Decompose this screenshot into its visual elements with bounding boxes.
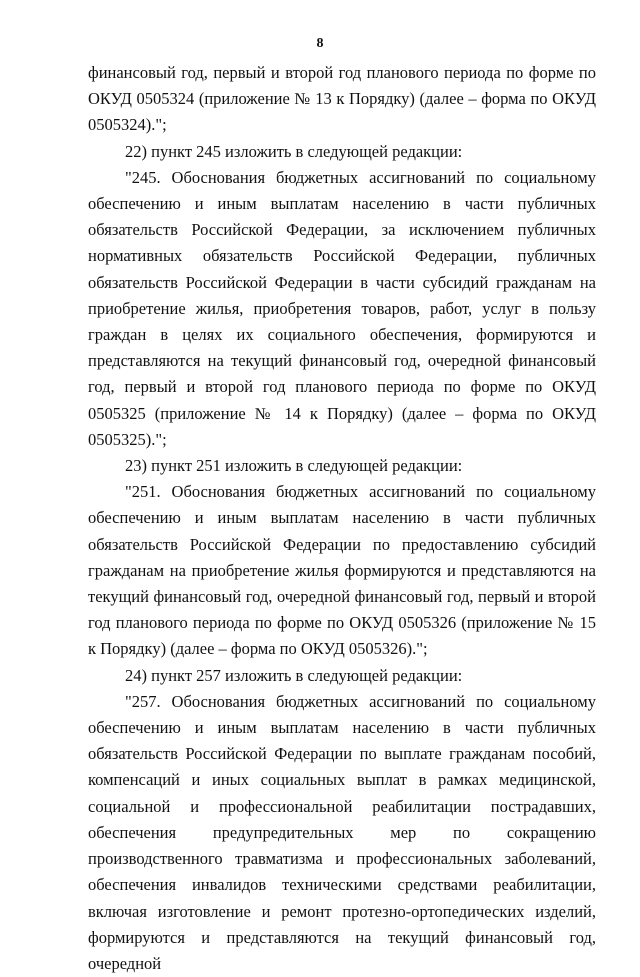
paragraph-point-245: "245. Обоснования бюджетных ассигнований по социальному обеспечению и иным выплатам населению в части публичных обязательств Российской Федерации, за исключением публичных нормативных обязательств Российской Федерации, публичных обязательств Российской Федерации в части субсидий гражданам на приобретение жилья, приобретения товаров, работ, услуг в пользу граждан в целях их социального обеспечения, формируются и представляются на текущий финансовый год, очередной финансовый год, первый и второй год планового периода по форме по ОКУД 0505325 (приложение № 14 к Порядку) (далее – форма по ОКУД 0505325).";	[88, 167, 596, 449]
paragraph-item-23: 23) пункт 251 изложить в следующей редакции:	[125, 456, 463, 476]
document-body	[88, 60, 596, 977]
page-number: 8	[316, 36, 324, 51]
paragraph-point-257: "257. Обоснования бюджетных ассигнований по социальному обеспечению и иным выплатам населению в части публичных обязательств Российской Федерации по выплате гражданам пособий, компенсаций и иных социальных выплат в рамках медицинской, социальной и профессиональной реабилитации пострадавших, обеспечения предупредительных мер по сокращению производственного травматизма и профессиональных заболеваний, обеспечения инвалидов техническими средствами реабилитации, включая изготовление и ремонт протезно-ортопедических изделий, формируются и представляются на текущий финансовый год, очередной	[88, 691, 596, 973]
paragraph-item-22: 22) пункт 245 изложить в следующей редакции:	[125, 141, 463, 161]
paragraph-continuation: финансовый год, первый и второй год планового периода по форме по ОКУД 0505324 (приложение № 13 к Порядку) (далее – форма по ОКУД 0505324).";	[88, 63, 596, 135]
paragraph-point-251: "251. Обоснования бюджетных ассигнований по социальному обеспечению и иным выплатам населению в части публичных обязательств Российской Федерации по предоставлению субсидий гражданам на приобретение жилья формируются и представляются на текущий финансовый год, очередной финансовый год, первый и второй год планового периода по форме по ОКУД 0505326 (приложение № 15 к Порядку) (далее – форма по ОКУД 0505326).";	[88, 482, 596, 659]
paragraph-item-24: 24) пункт 257 изложить в следующей редакции:	[125, 665, 463, 685]
